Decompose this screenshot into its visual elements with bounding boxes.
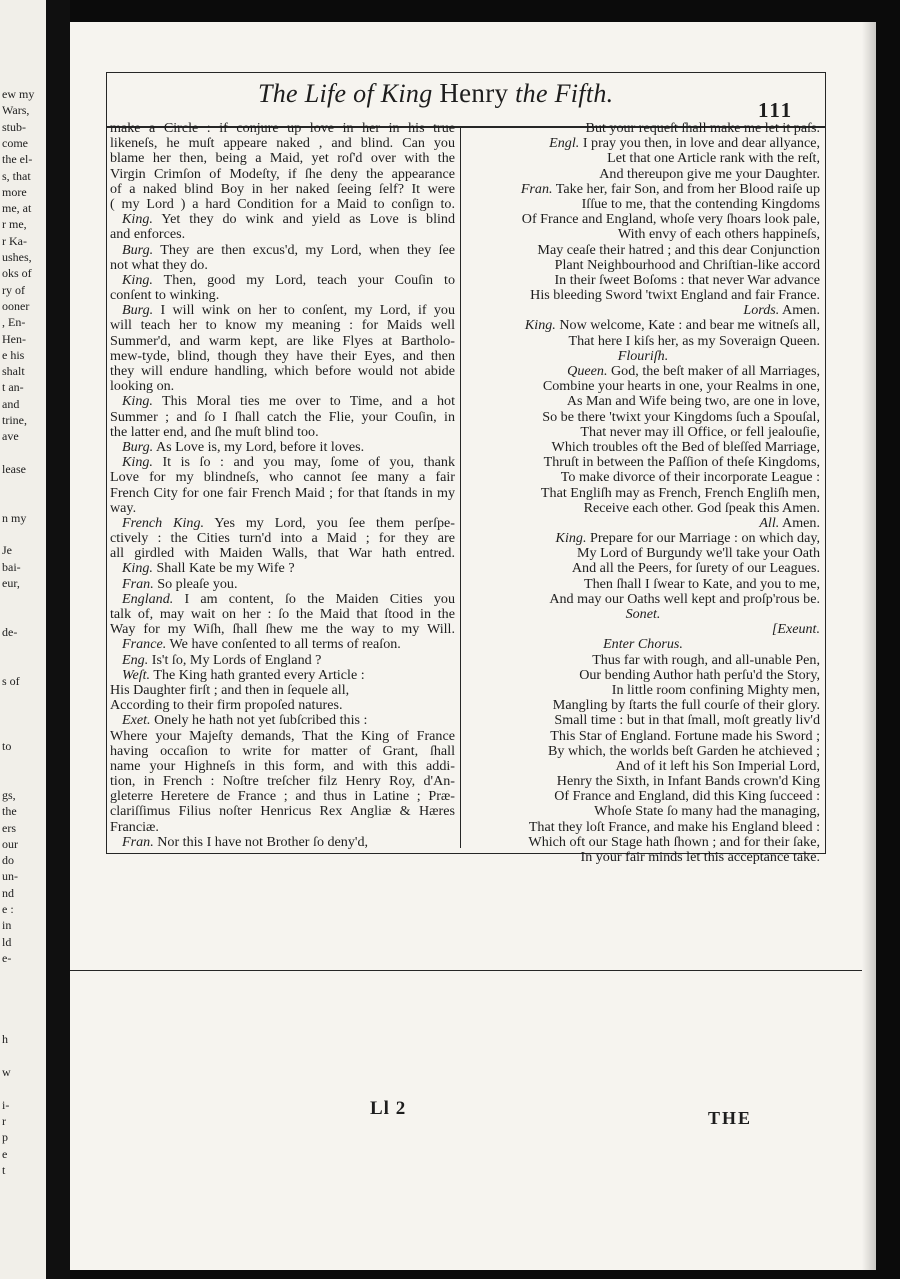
adjacent-page-fragment: eur,: [2, 576, 20, 590]
line-text: That here I kiſs her, as my Soveraign Queen.: [568, 333, 820, 349]
line-text: Take her, fair Son, and from her Blood raiſe up: [552, 181, 820, 197]
line-text: of a naked blind Boy in her naked ſeeing ſelf? It were: [110, 181, 455, 197]
text-line: [110, 607, 455, 622]
speaker-label: Eng.: [122, 652, 149, 668]
line-text: the latter end, and ſhe muſt blind too.: [110, 424, 319, 440]
speaker-label: Burg.: [122, 242, 154, 258]
text-line: [110, 486, 455, 501]
line-text: Let that one Article rank with the reſt,: [607, 151, 820, 167]
adjacent-page-fragment: Hen-: [2, 331, 26, 346]
text-line: [110, 182, 455, 197]
text-line: [466, 273, 820, 288]
text-line: [466, 227, 820, 242]
speaker-label: Fran.: [122, 576, 154, 592]
adjacent-page-fragment: r Ka-: [2, 233, 27, 248]
text-line: [466, 440, 820, 455]
line-text: Which oft our Stage hath ſhown ; and for their ſake,: [528, 834, 820, 850]
line-text: This Star of England. Fortune made his Sword ;: [550, 728, 820, 744]
text-line: [110, 622, 455, 637]
text-line: [466, 592, 820, 607]
adjacent-page-fragment: trine,: [2, 413, 27, 427]
text-line: [110, 258, 455, 273]
line-text: God, the beſt maker of all Marriages,: [607, 364, 820, 379]
text-line: [110, 592, 455, 607]
line-text: It is ſo : and you may, ſome of you, thank: [152, 455, 455, 471]
text-line: [466, 820, 820, 835]
line-text: That Engliſh may as French, French Engliſh men,: [540, 485, 820, 501]
text-line: [110, 121, 455, 136]
adjacent-page-fragment: w: [2, 1065, 11, 1079]
speaker-label: France.: [122, 637, 167, 653]
line-text: That never may ill Office, or fell jealouſie,: [580, 424, 820, 440]
speaker-label: King.: [122, 455, 153, 471]
text-line: [110, 744, 455, 759]
line-text: Combine your hearts in one, your Realms in one,: [542, 379, 820, 395]
text-line: [110, 288, 455, 303]
text-line: [466, 243, 820, 258]
line-text: Then ſhall I ſwear to Kate, and you to me,: [584, 576, 820, 592]
text-line: [466, 167, 820, 182]
running-head: [258, 78, 613, 109]
adjacent-page-fragment: un-: [2, 869, 18, 884]
text-line: [466, 470, 820, 485]
line-text: clariſſimus Filius noſter Henricus Rex Angliæ & Hæres: [110, 804, 455, 820]
page-shadow: [862, 22, 876, 1270]
text-line: [466, 577, 820, 592]
text-line: [110, 668, 455, 683]
text-line: [466, 683, 820, 698]
adjacent-page-fragment: e :: [2, 902, 14, 916]
line-text: gleterre Heretere de France ; and thus in Latine ; Præ-: [110, 789, 455, 805]
adjacent-page-fragment: s of: [2, 673, 20, 688]
text-line: [466, 501, 820, 516]
text-line: [466, 455, 820, 470]
line-text: With envy of each others happineſs,: [617, 227, 820, 243]
text-line: [110, 455, 455, 470]
text-line: [466, 425, 820, 440]
line-text: According to their firm propoſed natures.: [110, 698, 343, 714]
text-line: [466, 486, 820, 501]
line-text: My Lord of Burgundy we'll take your Oath: [576, 546, 820, 562]
adjacent-page-fragment: ooner: [2, 298, 30, 313]
speaker-label: Sonet.: [625, 607, 661, 622]
line-text: conſent to winking.: [110, 288, 220, 304]
speaker-label: King.: [122, 272, 153, 288]
text-line: [466, 394, 820, 409]
text-line: [110, 151, 455, 166]
adjacent-page-fragment: ushes,: [2, 250, 32, 264]
text-line: [110, 501, 455, 516]
text-line: [110, 637, 455, 652]
line-text: His Daughter firſt ; and then in ſequele all,: [110, 682, 350, 698]
text-line: [466, 561, 820, 576]
book-page: [70, 22, 876, 1270]
speaker-label: Engl.: [549, 136, 580, 152]
adjacent-page-fragment: and: [2, 396, 20, 411]
line-text: likeneſs, he muſt appeare naked , and blind. Can you: [110, 136, 455, 152]
text-line: [466, 653, 820, 668]
text-line: [110, 774, 455, 789]
line-text: The King hath granted every Article :: [150, 667, 365, 683]
line-text: talk of, may wait on her : ſo the Maid that ſtood in the: [110, 607, 455, 622]
text-line: [110, 561, 455, 576]
line-text: I will wink on her to conſent, my Lord, if you: [153, 303, 455, 319]
adjacent-page-fragment: the el-: [2, 152, 33, 167]
speaker-label: King.: [122, 394, 153, 410]
speaker-label: King.: [122, 212, 153, 228]
adjacent-page-fragment: ld: [2, 934, 12, 949]
text-line: [466, 637, 820, 652]
line-text: not what they do.: [110, 257, 208, 273]
adjacent-page-fragment: ew my: [2, 87, 35, 101]
line-text: Way for my Wiſh, ſhall ſhew me the way to my Will.: [110, 622, 455, 638]
text-line: [466, 546, 820, 561]
line-text: tion, in French : Noſtre treſcher filz Henry Roy, d'An-: [110, 774, 455, 790]
speaker-label: King.: [555, 531, 587, 547]
adjacent-page-fragment: e: [2, 1146, 8, 1161]
line-text: This Moral ties me over to Time, and a hot: [152, 394, 455, 410]
adjacent-page-fragment: stub-: [2, 119, 26, 134]
adjacent-page-fragment: e his: [2, 347, 25, 362]
text-line: [466, 410, 820, 425]
line-text: French City for one fair French Maid ; for that ſtands in my: [110, 485, 455, 501]
adjacent-page-fragment: r: [2, 1113, 6, 1128]
text-line: [110, 136, 455, 151]
text-line: [466, 303, 820, 318]
line-text: all girdled with Maiden Walls, that War hath entred.: [110, 546, 455, 562]
text-line: [110, 379, 455, 394]
text-line: [110, 516, 455, 531]
speaker-label: [Exeunt.: [771, 622, 820, 638]
text-line: [110, 683, 455, 698]
line-text: Onely he hath not yet ſubſcribed this :: [150, 713, 368, 729]
text-line: [466, 759, 820, 774]
speaker-label: Weſt.: [122, 667, 151, 683]
adjacent-page-fragment: shalt: [2, 364, 25, 379]
speaker-label: Exet.: [122, 713, 151, 729]
line-text: And of it left his Son Imperial Lord,: [615, 758, 820, 774]
text-line: [110, 227, 455, 242]
line-text: make a Circle : if conjure up love in her in his true: [110, 121, 455, 136]
line-text: Yes my Lord, you ſee them perſpe-: [204, 515, 455, 531]
adjacent-page-fragment: more: [2, 184, 27, 199]
text-line: [110, 713, 455, 728]
line-text: they will endure handling, which before would not abide: [110, 364, 455, 379]
line-text: mew-tyde, blind, though they have their Eyes, and then: [110, 348, 455, 364]
line-text: And thereupon give me your Daughter.: [599, 166, 820, 182]
text-line: [110, 820, 455, 835]
speaker-label: England.: [122, 591, 174, 607]
text-line: [466, 212, 820, 227]
adjacent-page-fragment: p: [2, 1130, 8, 1145]
text-line: [466, 136, 820, 151]
line-text: Our bending Author hath perſu'd the Story,: [579, 667, 820, 683]
line-text: and enforces.: [110, 227, 186, 243]
adjacent-page-fragment: come: [2, 135, 28, 150]
speaker-label: Flouriſh.: [617, 348, 669, 364]
line-text: Yet they do wink and yield as Love is blind: [152, 212, 455, 228]
adjacent-page-fragment: the: [2, 804, 17, 819]
adjacent-page-fragment: r me,: [2, 217, 27, 232]
text-line: [466, 334, 820, 349]
line-text: We have conſented to all terms of reaſon.: [166, 637, 401, 653]
line-text: will teach her to know my meaning : for Maids well: [110, 318, 455, 334]
line-text: So be there 'twixt your Kingdoms ſuch a Spouſal,: [542, 409, 820, 425]
line-text: His bleeding Sword 'twixt England and fair France.: [530, 288, 820, 304]
right-text-column: [466, 121, 820, 865]
line-text: way.: [110, 500, 137, 516]
text-line: [110, 303, 455, 318]
text-line: [466, 713, 820, 728]
line-text: Virgin Crimſon of Modeſty, if ſhe deny the appearance: [110, 166, 455, 182]
line-text: name your Highneſs in this form, and with this addi-: [110, 758, 455, 774]
speaker-label: French King.: [122, 515, 205, 531]
signature-mark: Ll 2: [370, 1098, 407, 1119]
adjacent-page-fragment: h: [2, 1032, 8, 1047]
text-line: [466, 774, 820, 789]
adjacent-page-fragment: in: [2, 918, 12, 933]
text-line: [110, 318, 455, 333]
speaker-label: Burg.: [122, 303, 154, 319]
line-text: And may our Oaths well kept and proſp'rous be.: [549, 591, 820, 607]
line-text: Plant Neighbourhood and Chriſtian-like accord: [554, 257, 820, 273]
text-line: [466, 516, 820, 531]
line-text: As Man and Wife being two, are one in love,: [566, 394, 820, 410]
text-line: [110, 273, 455, 288]
text-line: [466, 151, 820, 166]
text-line: [466, 850, 820, 865]
column-divider: [460, 128, 461, 848]
text-line: [110, 425, 455, 440]
line-text: Prepare for our Marriage : on which day,: [586, 531, 820, 547]
text-line: [110, 364, 455, 379]
text-line: [466, 835, 820, 850]
line-text: Small time : but in that ſmall, moſt greatly liv'd: [554, 713, 820, 729]
adjacent-page-fragment: Je: [2, 543, 12, 558]
line-text: Now welcome, Kate : and bear me witneſs all,: [555, 318, 820, 334]
text-line: [466, 288, 820, 303]
adjacent-page-fragment: t: [2, 1162, 6, 1177]
text-line: [466, 318, 820, 333]
line-text: Thus far with rough, and all-unable Pen,: [592, 652, 820, 668]
text-line: [466, 729, 820, 744]
line-text: Which troubles oft the Bed of bleſſed Marriage,: [551, 439, 820, 455]
adjacent-page-fragment: nd: [2, 885, 14, 900]
line-text: Thruſt in between the Paſſion of theſe Kingdoms,: [543, 455, 820, 471]
line-text: ( my Lord ) a hard Condition for a Maid to conſign to.: [110, 196, 455, 212]
catchword: THE: [708, 1108, 753, 1128]
line-text: blame her then, being a Maid, yet roſ'd over with the: [110, 151, 455, 167]
line-text: Of France and England, whoſe very ſhoars look pale,: [521, 212, 820, 228]
adjacent-page-fragment: n my: [2, 510, 27, 525]
text-line: [110, 349, 455, 364]
adjacent-page-fragment: lease: [2, 461, 26, 476]
line-text: In their ſweet Boſoms : that never War advance: [554, 272, 820, 288]
line-text: I pray you then, in love and dear allyance,: [579, 136, 820, 152]
adjacent-page-fragment: bai-: [2, 559, 21, 574]
text-line: [110, 470, 455, 485]
text-line: [466, 622, 820, 637]
text-line: [466, 668, 820, 683]
line-text: But your requeſt ſhall make me let it paſs.: [585, 121, 820, 136]
text-line: [466, 744, 820, 759]
line-text: So pleaſe you.: [153, 576, 238, 592]
text-line: [466, 698, 820, 713]
text-line: [466, 531, 820, 546]
speaker-label: Fran.: [520, 181, 553, 197]
line-text: having occaſion to write for matter of Grant, ſhall: [110, 743, 455, 759]
line-text: To make divorce of their incorporate League :: [560, 470, 820, 486]
line-text: In your fair minds let this acceptance take.: [580, 850, 820, 865]
adjacent-page-fragment: gs,: [2, 787, 16, 802]
line-text: Franciæ.: [110, 819, 159, 835]
line-text: Love for my blindneſs, who cannot ſee many a fair: [110, 470, 455, 486]
adjacent-page-fragment: oks of: [2, 266, 32, 281]
adjacent-page-fragment: me, at: [2, 201, 32, 216]
line-text: They are then excus'd, my Lord, when they ſee: [153, 242, 455, 258]
speaker-label: King.: [122, 561, 153, 577]
line-text: Henry the Sixth, in Infant Bands crown'd King: [556, 774, 820, 790]
text-line: [466, 197, 820, 212]
line-text: ctively : the Cities turn'd into a Maid ; for they are: [110, 531, 455, 547]
text-line: [110, 577, 455, 592]
running-head-suffix: the Fifth.: [508, 79, 614, 108]
line-text: Amen.: [779, 515, 820, 531]
line-text: Mangling by ſtarts the full courſe of their glory.: [552, 698, 820, 714]
speaker-label: Enter Chorus.: [603, 637, 683, 653]
page-number: 111: [758, 98, 794, 122]
text-line: [110, 698, 455, 713]
line-text: looking on.: [110, 379, 175, 395]
line-text: May ceaſe their hatred ; and this dear Conjunction: [537, 242, 820, 258]
line-text: Shall Kate be my Wife ?: [152, 561, 295, 577]
adjacent-page-fragment: to: [2, 739, 12, 753]
line-text: Whoſe State ſo many had the managing,: [594, 804, 820, 820]
text-line: [466, 379, 820, 394]
text-line: [110, 410, 455, 425]
speaker-label: Lords.: [743, 303, 780, 319]
text-line: [110, 546, 455, 561]
footer-rule: [70, 970, 862, 971]
speaker-label: Burg.: [122, 439, 154, 455]
text-line: [466, 121, 820, 136]
text-line: [110, 789, 455, 804]
line-text: Iſſue to me, that the contending Kingdoms: [581, 196, 820, 212]
left-text-column: [110, 121, 455, 850]
line-text: Where your Majeſty demands, That the King of France: [110, 728, 455, 744]
line-text: Summer ; and ſo I ſhall catch the Flie, your Couſin, in: [110, 409, 455, 425]
line-text: And all the Peers, for ſurety of our Leagues.: [571, 561, 820, 577]
line-text: Of France and England, did this King ſucceed :: [554, 789, 820, 805]
running-head-prefix: The Life of King: [258, 79, 440, 108]
adjacent-page-fragment: i-: [2, 1097, 10, 1112]
adjacent-page-fragment: Wars,: [2, 103, 30, 118]
text-line: [110, 334, 455, 349]
text-line: [110, 243, 455, 258]
line-text: Summer'd, and warm kept, are like Flyes at Bartholo-: [110, 333, 455, 349]
adjacent-page-strip: [0, 0, 46, 1279]
adjacent-page-fragment: our: [2, 836, 18, 851]
text-line: [110, 729, 455, 744]
speaker-label: King.: [524, 318, 556, 334]
line-text: Amen.: [779, 303, 820, 319]
line-text: Nor this I have not Brother ſo deny'd,: [153, 834, 369, 850]
text-line: [466, 364, 820, 379]
line-text: That they loſt France, and make his England bleed :: [528, 819, 820, 835]
line-text: Is't ſo, My Lords of England ?: [148, 652, 322, 668]
speaker-label: Fran.: [122, 834, 154, 850]
text-line: [110, 394, 455, 409]
text-line: [466, 789, 820, 804]
text-line: [466, 258, 820, 273]
adjacent-page-fragment: do: [2, 853, 14, 868]
text-line: [466, 349, 820, 364]
text-line: [110, 835, 455, 850]
line-text: Receive each other. God ſpeak this Amen.: [583, 500, 820, 516]
adjacent-page-fragment: , En-: [2, 315, 26, 330]
adjacent-page-fragment: s, that: [2, 168, 31, 183]
text-line: [110, 197, 455, 212]
line-text: Then, good my Lord, teach your Couſin to: [152, 272, 455, 288]
text-line: [110, 531, 455, 546]
text-line: [466, 182, 820, 197]
text-line: [110, 167, 455, 182]
adjacent-page-fragment: ers: [2, 820, 16, 835]
adjacent-page-fragment: e-: [2, 950, 12, 965]
speaker-label: Queen.: [567, 364, 608, 379]
adjacent-page-fragment: ave: [2, 429, 19, 444]
text-line: [110, 653, 455, 668]
text-line: [110, 440, 455, 455]
book-gutter: [46, 0, 70, 1279]
running-head-name: Henry: [439, 78, 509, 108]
adjacent-page-fragment: de-: [2, 624, 18, 639]
text-line: [110, 759, 455, 774]
line-text: As Love is, my Lord, before it loves.: [153, 439, 365, 455]
line-text: I am content, ſo the Maiden Cities you: [173, 591, 455, 607]
line-text: In little room confining Mighty men,: [611, 682, 820, 698]
text-line: [110, 804, 455, 819]
line-text: By which, the worlds beſt Garden he atchieved ;: [547, 743, 820, 759]
text-line: [466, 607, 820, 622]
text-line: [110, 212, 455, 227]
adjacent-page-fragment: ry of: [2, 282, 25, 297]
adjacent-page-fragment: t an-: [2, 380, 24, 395]
speaker-label: All.: [759, 515, 780, 531]
text-line: [466, 804, 820, 819]
